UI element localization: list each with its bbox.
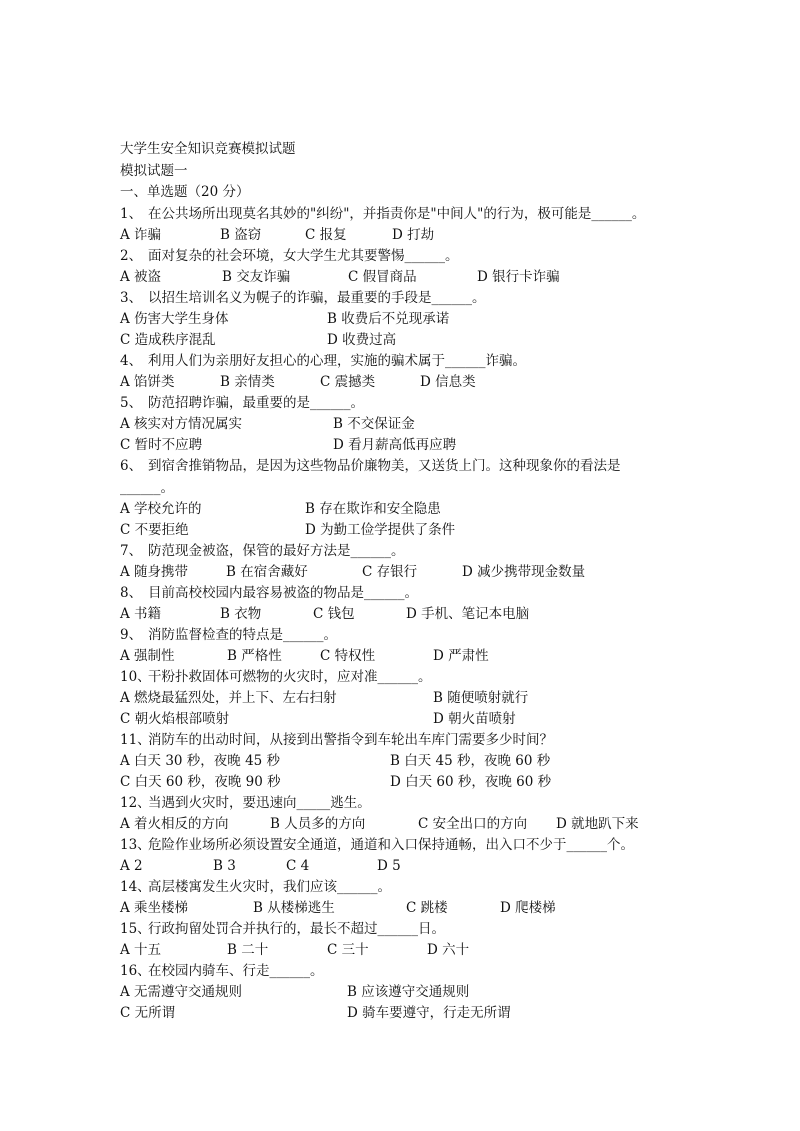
- option-1c: C 报复: [305, 227, 347, 243]
- option-15b: B 二十: [227, 942, 269, 958]
- question-7: 7、 防范现金被盗，保管的最好方法是______。: [120, 543, 405, 559]
- option-8b: B 衣物: [220, 606, 262, 622]
- option-4b: B 亲情类: [220, 374, 275, 390]
- option-4a: A 馅饼类: [120, 374, 175, 390]
- option-12d: D 就地趴下来: [556, 816, 639, 832]
- question-11: 11、消防车的出动时间，从接到出警指令到车轮出车库门需要多少时间？: [120, 732, 553, 748]
- option-16c: C 无所谓: [120, 1005, 176, 1021]
- option-8d: D 手机、笔记本电脑: [406, 606, 530, 622]
- option-3a: A 伤害大学生身体: [120, 311, 229, 327]
- option-16b: B 应该遵守交通规则: [347, 984, 470, 1000]
- option-8a: A 书籍: [120, 606, 162, 622]
- section-heading: 一、单选题（20 分）: [120, 184, 250, 200]
- option-12b: B 人员多的方向: [270, 816, 366, 832]
- option-14c: C 跳楼: [406, 900, 448, 916]
- question-6: 6、 到宿舍推销物品，是因为这些物品价廉物美，又送货上门。这种现象你的看法是: [120, 458, 621, 474]
- option-14a: A 乘坐楼梯: [120, 900, 189, 916]
- question-2: 2、 面对复杂的社会环境，女大学生尤其要警惕______。: [120, 248, 459, 264]
- option-12c: C 安全出口的方向: [418, 816, 528, 832]
- option-3d: D 收费过高: [327, 332, 397, 348]
- option-11c: C 白天 60 秒，夜晚 90 秒: [120, 774, 281, 790]
- option-11b: B 白天 45 秒，夜晚 60 秒: [390, 753, 551, 769]
- question-1: 1、 在公共场所出现莫名其妙的"纠纷"，并指责你是"中间人"的行为，极可能是______。: [120, 206, 646, 222]
- option-7b: B 在宿舍藏好: [226, 564, 308, 580]
- option-15c: C 三十: [327, 942, 369, 958]
- option-14b: B 从楼梯逃生: [253, 900, 335, 916]
- option-10b: B 随便喷射就行: [433, 690, 529, 706]
- question-9: 9、 消防监督检查的特点是______。: [120, 627, 337, 643]
- option-6b: B 存在欺诈和安全隐患: [305, 501, 441, 517]
- option-7a: A 随身携带: [120, 564, 189, 580]
- option-14d: D 爬楼梯: [500, 900, 556, 916]
- question-10: 10、干粉扑救固体可燃物的火灾时，应对准______。: [120, 669, 432, 685]
- option-10d: D 朝火苗喷射: [433, 711, 516, 727]
- question-15: 15、行政拘留处罚合并执行的，最长不超过______日。: [120, 921, 445, 937]
- question-5: 5、 防范招聘诈骗，最重要的是______。: [120, 395, 364, 411]
- option-5d: D 看月薪高低再应聘: [333, 437, 457, 453]
- option-8c: C 钱包: [313, 606, 355, 622]
- option-15d: D 六十: [427, 942, 470, 958]
- question-8: 8、 目前高校校园内最容易被盗的物品是______。: [120, 585, 418, 601]
- option-7c: C 存银行: [362, 564, 418, 580]
- option-15a: A 十五: [120, 942, 162, 958]
- option-2a: A 被盗: [120, 269, 162, 285]
- option-9a: A 强制性: [120, 648, 175, 664]
- question-13: 13、危险作业场所必须设置安全通道，通道和入口保持通畅，出入口不少于______个。: [120, 837, 634, 853]
- option-5b: B 不交保证金: [333, 416, 415, 432]
- option-12a: A 着火相反的方向: [120, 816, 229, 832]
- option-4d: D 信息类: [420, 374, 476, 390]
- option-3b: B 收费后不兑现承诺: [327, 311, 450, 327]
- option-6d: D 为勤工俭学提供了条件: [305, 522, 456, 538]
- option-16d: D 骑车要遵守，行走无所谓: [347, 1005, 511, 1021]
- option-6c: C 不要拒绝: [120, 522, 189, 538]
- option-13c: C 4: [286, 858, 310, 874]
- option-13a: A 2: [120, 858, 143, 874]
- option-10a: A 燃烧最猛烈处，并上下、左右扫射: [120, 690, 337, 706]
- option-6a: A 学校允许的: [120, 501, 202, 517]
- option-2b: B 交友诈骗: [222, 269, 291, 285]
- option-1d: D 打劫: [392, 227, 435, 243]
- question-3: 3、 以招生培训名义为幌子的诈骗，最重要的手段是______。: [120, 290, 486, 306]
- option-16a: A 无需遵守交通规则: [120, 984, 243, 1000]
- option-13b: B 3: [213, 858, 236, 874]
- question-6-continued: ______。: [120, 480, 174, 496]
- option-2d: D 银行卡诈骗: [477, 269, 560, 285]
- option-7d: D 减少携带现金数量: [462, 564, 586, 580]
- option-11a: A 白天 30 秒，夜晚 45 秒: [120, 753, 281, 769]
- option-2c: C 假冒商品: [348, 269, 417, 285]
- option-10c: C 朝火焰根部喷射: [120, 711, 230, 727]
- page-title: 大学生安全知识竞赛模拟试题: [120, 141, 296, 157]
- option-13d: D 5: [377, 858, 401, 874]
- option-11d: D 白天 60 秒，夜晚 60 秒: [390, 774, 552, 790]
- question-4: 4、 利用人们为亲朋好友担心的心理，实施的骗术属于______诈骗。: [120, 353, 526, 369]
- option-4c: C 震撼类: [320, 374, 376, 390]
- question-16: 16、在校园内骑车、行走______。: [120, 963, 324, 979]
- option-3c: C 造成秩序混乱: [120, 332, 216, 348]
- option-1a: A 诈骗: [120, 227, 162, 243]
- option-9d: D 严肃性: [433, 648, 489, 664]
- option-5c: C 暂时不应聘: [120, 437, 203, 453]
- option-9b: B 严格性: [227, 648, 282, 664]
- option-5a: A 核实对方情况属实: [120, 416, 243, 432]
- page-subtitle: 模拟试题一: [120, 163, 188, 179]
- question-12: 12、当遇到火灾时，要迅速向_____逃生。: [120, 795, 371, 811]
- option-9c: C 特权性: [320, 648, 376, 664]
- question-14: 14、高层楼寓发生火灾时，我们应该______。: [120, 879, 391, 895]
- option-1b: B 盗窃: [220, 227, 262, 243]
